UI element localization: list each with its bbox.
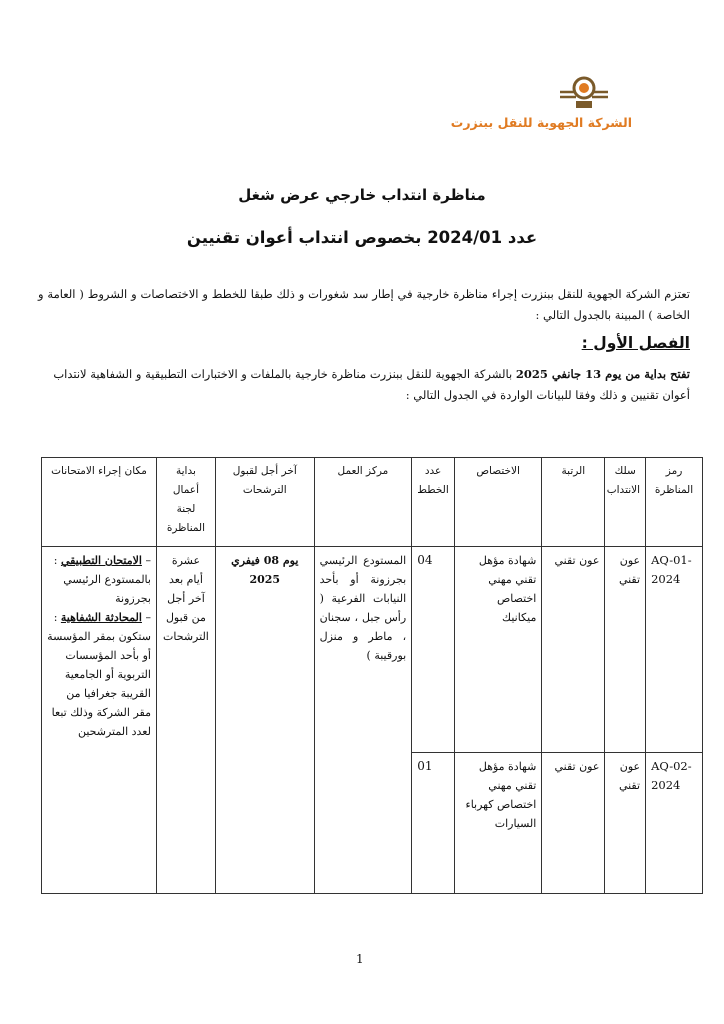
header-count: عدد الخطط — [412, 458, 455, 547]
header-specialty: الاختصاص — [454, 458, 541, 547]
cell-specialty: شهادة مؤهل تقني مهني اختصاص كهرباء السيارات — [454, 753, 541, 894]
header-deadline: آخر أجل لقبول الترشحات — [215, 458, 314, 547]
header-start: بداية أعمال لجنة المناظرة — [156, 458, 215, 547]
cell-start: عشرة أيام بعد آخر أجل من قبول الترشحات — [156, 547, 215, 894]
company-name: الشركة الجهوية للنقل ببنزرت — [450, 115, 632, 130]
exam-oral-label: المحادثة الشفاهية — [60, 611, 142, 624]
page-title: مناظرة انتداب خارجي عرض شغل — [238, 186, 486, 204]
exam-practical: – الامتحان التطبيقي : بالمستودع الرئيسي بجرزونة — [53, 554, 151, 605]
cell-corps: عون تقني — [605, 753, 646, 894]
cell-grade: عون تقني — [542, 753, 605, 894]
table-header-row — [42, 458, 703, 547]
header-exam-place: مكان إجراء الامتحانات — [42, 458, 157, 547]
intro-paragraph: تعتزم الشركة الجهوية للنقل ببنزرت إجراء مناظرة خارجية في إطار سد شغورات و ذلك طبقا للخطط و الاختصاصات و الشروط ( العامة و الخاصة ) المبينة بالجدول التالي : — [38, 287, 690, 322]
cell-code: AQ-01-2024 — [646, 547, 703, 753]
cell-code: AQ-02-2024 — [646, 753, 703, 894]
cell-workplace: المستودع الرئيسي بجرزونة أو بأحد النيابات الفرعية ( رأس جبل ، سجنان ، ماطر و منزل بورقيبة ) — [314, 547, 412, 894]
header-workplace: مركز العمل — [314, 458, 412, 547]
section-paragraph — [38, 364, 690, 406]
exam-practical-label: الامتحان التطبيقي — [60, 554, 142, 567]
header-grade: الرتبة — [542, 458, 605, 547]
page-subtitle: عدد 2024/01 بخصوص انتداب أعوان تقنيين — [186, 228, 538, 247]
cell-corps: عون تقني — [605, 547, 646, 753]
cell-exam-place — [42, 547, 157, 894]
header-code: رمز المناظرة — [646, 458, 703, 547]
table-row — [42, 547, 703, 753]
cell-count: 04 — [412, 547, 455, 753]
competition-table — [41, 457, 703, 894]
exam-oral: – المحادثة الشفاهية : ستكون بمقر المؤسسة أو بأحد المؤسسات التربوية أو الجامعية القريبة جغرافيا من مقر الشركة وذلك تبعا لعدد المترشحين — [47, 611, 151, 738]
section-paragraph-text: بالشركة الجهوية للنقل ببنزرت مناظرة خارجية بالملفات و الاختبارات التطبيقية و الشفاهية لانتداب أعوان تقنيين و ذلك وفقا للبيانات الواردة في الجدول التالي : — [53, 367, 690, 402]
exam-practical-text: : بالمستودع الرئيسي بجرزونة — [53, 554, 151, 605]
section-heading: الفصل الأول : — [581, 334, 690, 352]
opening-date: تفتح بداية من يوم 13 جانفي 2025 — [515, 367, 690, 381]
exam-oral-text: : ستكون بمقر المؤسسة أو بأحد المؤسسات التربوية أو الجامعية القريبة جغرافيا من مقر الشركة وذلك تبعا لعدد المترشحين — [47, 611, 151, 738]
page-number: 1 — [356, 952, 364, 966]
cell-grade: عون تقني — [542, 547, 605, 753]
company-logo-icon — [558, 72, 610, 110]
cell-specialty: شهادة مؤهل تقني مهني اختصاص ميكانيك — [454, 547, 541, 753]
cell-deadline: يوم 08 فيفري 2025 — [215, 547, 314, 894]
header-corps: سلك الانتداب — [605, 458, 646, 547]
cell-count: 01 — [412, 753, 455, 894]
